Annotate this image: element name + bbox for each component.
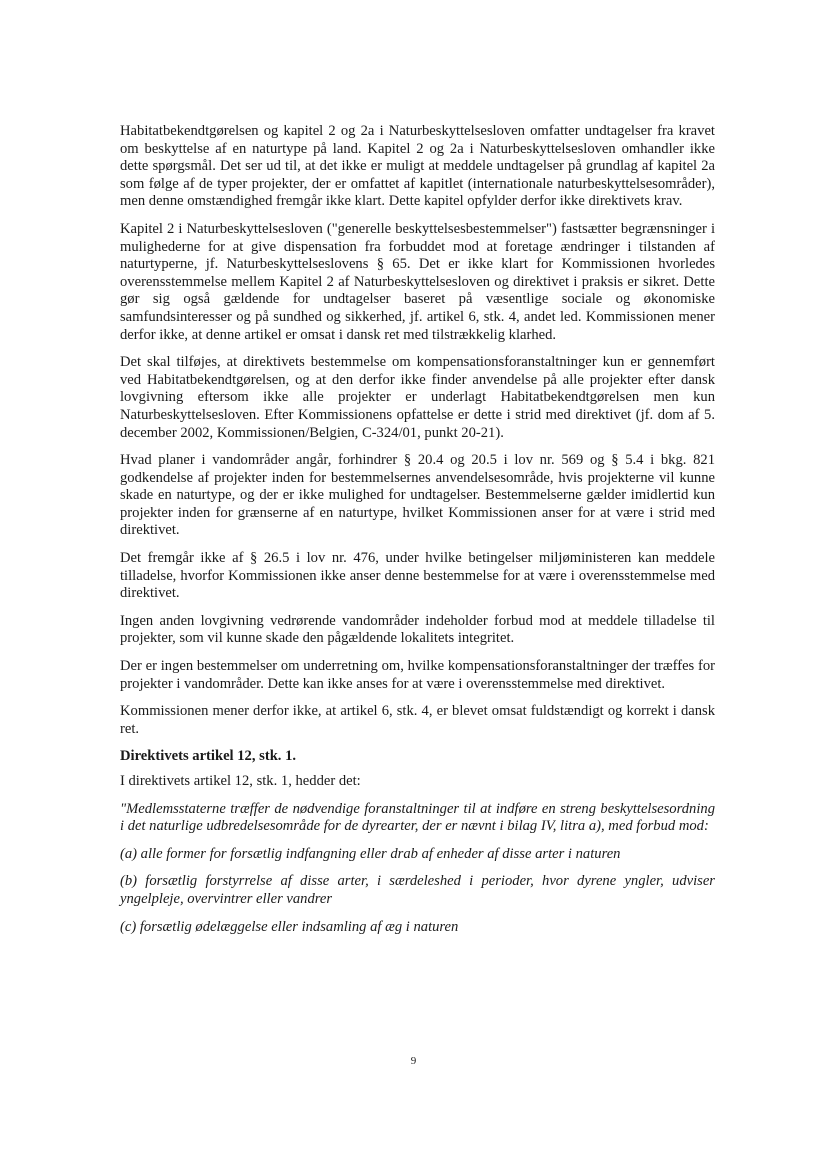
paragraph: Kommissionen mener derfor ikke, at artikel 6, stk. 4, er blevet omsat fuldstændigt og korrekt i dansk ret. [120,703,715,737]
paragraph: Det skal tilføjes, at direktivets bestemmelse om kompensationsforanstaltninger kun er gennemført ved Habitatbekendtgørelsen, og at den derfor ikke finder anvendelse på alle projekter efter dansk lovgivning eftersom ikke alle projekter er underlagt Habitatbekendtgørelsen men kun Naturbeskyttelsesloven. Efter Kommissionens opfattelse er dette i strid med direktivet (jf. dom af 5. december 2002, Kommissionen/Belgien, C-324/01, punkt 20-21). [120,354,715,441]
quote-item-b: (b) forsætlig forstyrrelse af disse arter, i særdeleshed i perioder, hvor dyrene yngler, udviser yngelpleje, overvintrer eller vandrer [120,873,715,907]
quote-item-a: (a) alle former for forsætlig indfangning eller drab af enheder af disse arter i naturen [120,845,621,862]
paragraph: Det fremgår ikke af § 26.5 i lov nr. 476, under hvilke betingelser miljøministeren kan meddele tilladelse, hvorfor Kommissionen ikke anser denne bestemmelse for at være i overensstemmelse med direktivet. [120,550,715,602]
paragraph: Ingen anden lovgivning vedrørende vandområder indeholder forbud mod at meddele tilladelse til projekter, som vil kunne skade den pågældende lokalitets integritet. [120,612,715,647]
section-heading: Direktivets artikel 12, stk. 1. [120,748,297,765]
paragraph: Hvad planer i vandområder angår, forhindrer § 20.4 og 20.5 i lov nr. 569 og § 5.4 i bkg. 821 godkendelse af projekter inden for bestemmelsernes anvendelsesområde, hvis projekterne vil kunne skade en naturtype, og der er ikke mulighed for undtagelser. Bestemmelserne gælder imidlertid kun projekter inden for grænserne af en naturtype, hvilket Kommissionen anser for at være i strid med direktivet. [120,452,715,539]
quote-item-c: (c) forsætlig ødelæggelse eller indsamling af æg i naturen [120,918,459,935]
intro-paragraph: I direktivets artikel 12, stk. 1, hedder det: [120,773,361,789]
paragraph: Kapitel 2 i Naturbeskyttelsesloven ("generelle beskyttelsesbestemmelser") fastsætter begrænsninger i mulighederne for at give dispensation fra forbuddet mod at foretage ændringer i tilstanden af naturtyperne, jf. Naturbeskyttelseslovens § 65. Det er ikke klart for Kommissionen hvorledes overensstemmelse mellem Kapitel 2 af Naturbeskyttelsesloven og direktivet i praksis er sikret. Dette gør sig også gældende for undtagelser baseret på væsentlige sociale og økonomiske samfundsinteresser og på sundhed og sikkerhed, jf. artikel 6, stk. 4, andet led. Kommissionen mener derfor ikke, at denne artikel er omsat i dansk ret med tilstrækkelig klarhed. [120,220,715,343]
page-number: 9 [410,1055,417,1067]
paragraph: Habitatbekendtgørelsen og kapitel 2 og 2a i Naturbeskyttelsesloven omfatter undtagelser fra kravet om beskyttelse af en naturtype på land. Kapitel 2 og 2a i Naturbeskyttelsesloven omhandler ikke dette spørgsmål. Det ser ud til, at det ikke er muligt at meddele undtagelser på grundlag af kapitel 2a som følge af de typer projekter, der er omfattet af kapitlet (internationale naturbeskyttelsesområder), men denne omstændighed fremgår ikke klart. Dette kapitel opfylder derfor ikke direktivets krav. [120,123,715,210]
paragraph: Der er ingen bestemmelser om underretning om, hvilke kompensationsforanstaltninger der træffes for projekter i vandområder. Dette kan ikke anses for at være i overensstemmelse med direktivet. [120,658,715,692]
document-page [120,123,715,946]
quote-paragraph: "Medlemsstaterne træffer de nødvendige foranstaltninger til at indføre en streng beskyttelsesordning i det naturlige udbredelsesområde for de dyrearter, der er nævnt i bilag IV, litra a), med forbud mod: [120,800,715,835]
